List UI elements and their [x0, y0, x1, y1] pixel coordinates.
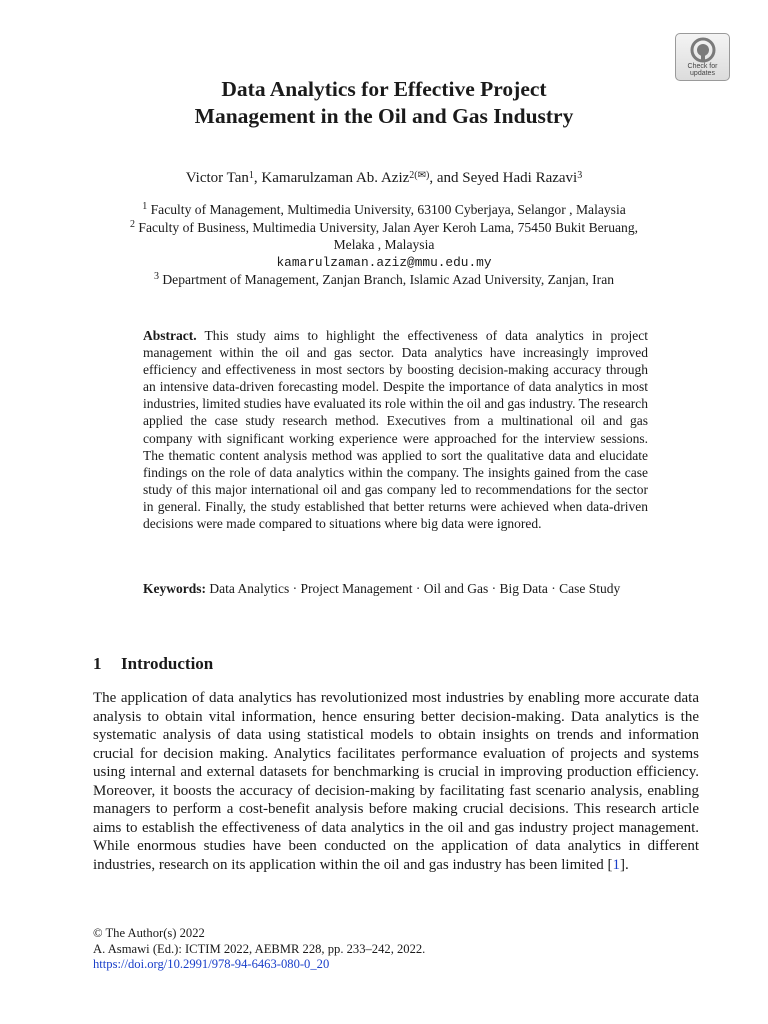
author-separator: , and	[429, 170, 463, 186]
keywords	[143, 580, 648, 597]
section-heading	[93, 653, 213, 675]
keywords-text: Data Analytics · Project Management · Oil and Gas · Big Data · Case Study	[209, 581, 621, 596]
affiliation-2: $^2$ Faculty of Business, Multimedia University, Jalan Ayer Keroh Lama, 75450 Bukit Beruang,	[129, 218, 639, 235]
author-sup: 1	[248, 170, 254, 181]
section-title: Introduction	[121, 654, 214, 673]
abstract-text: This study aims to highlight the effectiveness of data analytics in project management within the oil and gas sector. Data analytics have increasingly improved efficiency and effectiveness in most sectors by boosting decision-making accuracy through an intensive data-driven forecasting model. Despite the importance of data analytics in most industries, limited studies have evaluated its role within the oil and gas industry. The research applied the case study research method. Executives from a multinational oil and gas company with significant working experience were approached for the interview sessions. The thematic content analysis method was applied to sort the qualitative data and elucidate findings on the role of data analytics within the company. The insights gained from the case study of this major international oil and gas company led to recommendations for the sector in general. Finally, the study established that better returns were achieved when data-driven decisions were made compared to situations where big data were ignored.	[143, 328, 649, 532]
abstract	[143, 327, 648, 532]
check-for-updates-icon	[690, 37, 716, 63]
citation-link[interactable]: 1	[612, 856, 620, 873]
paper-title	[0, 76, 768, 130]
affiliation-3: $^3$ Department of Management, Zanjan Branch, Islamic Azad University, Zanjan, Iran	[153, 271, 615, 287]
author-email[interactable]: kamarulzaman.aziz@mmu.edu.my	[276, 254, 492, 270]
author-name: Kamarulzaman Ab. Aziz	[261, 170, 410, 186]
page-footer	[93, 926, 425, 973]
author-separator: ,	[253, 170, 262, 186]
affiliation-2-cont: Melaka , Malaysia	[333, 237, 435, 252]
title-line-2: Management in the Oil and Gas Industry	[194, 104, 574, 128]
badge-text-line2: updates	[690, 70, 715, 77]
author-sup: 2(✉)	[409, 170, 430, 181]
author-sup: 3	[577, 170, 583, 181]
body-paragraph: The application of data analytics has revolutionized most industries by enabling more accurate data analysis to obtain vital information, hence ensuring better decision-making. Data analytics is the systematic analysis of data using statistical models to obtain insights on trends and information crucial for decision making. Analytics facilitates performance evaluation of projects and systems using internal and external datasets for benchmarking is crucial in improving production efficiency. Moreover, it boosts the accuracy of decision-making by facilitating fast scenario analysis, enabling managers to perform a cost-benefit analysis before making crucial decisions. This research article aims to establish the effectiveness of data analytics in the oil and gas industry project management. While enormous studies have been conducted on the application of data analytics in different industries, research on its application within the oil and gas industry has been limited [1].	[93, 690, 699, 873]
keywords-label: Keywords:	[143, 581, 206, 596]
author-list	[0, 169, 768, 188]
copyright-line: © The Author(s) 2022	[93, 926, 205, 940]
affiliations	[0, 201, 768, 289]
citation-line: A. Asmawi (Ed.): ICTIM 2022, AEBMR 228, pp. 233–242, 2022.	[93, 941, 426, 956]
badge-text-line1: Check for	[687, 63, 718, 70]
affiliation-1: $^1$ Faculty of Management, Multimedia University, 63100 Cyberjaya, Selangor , Malaysia	[142, 201, 626, 217]
section-number: 1	[93, 654, 102, 673]
author-name: Victor Tan	[185, 170, 249, 186]
abstract-label: Abstract.	[143, 328, 197, 343]
check-for-updates-badge[interactable]	[675, 33, 730, 81]
title-line-1: Data Analytics for Effective Project	[221, 77, 547, 101]
doi-link[interactable]: https://doi.org/10.2991/978-94-6463-080-0_20	[93, 957, 330, 971]
author-name: Seyed Hadi Razavi	[462, 170, 578, 186]
